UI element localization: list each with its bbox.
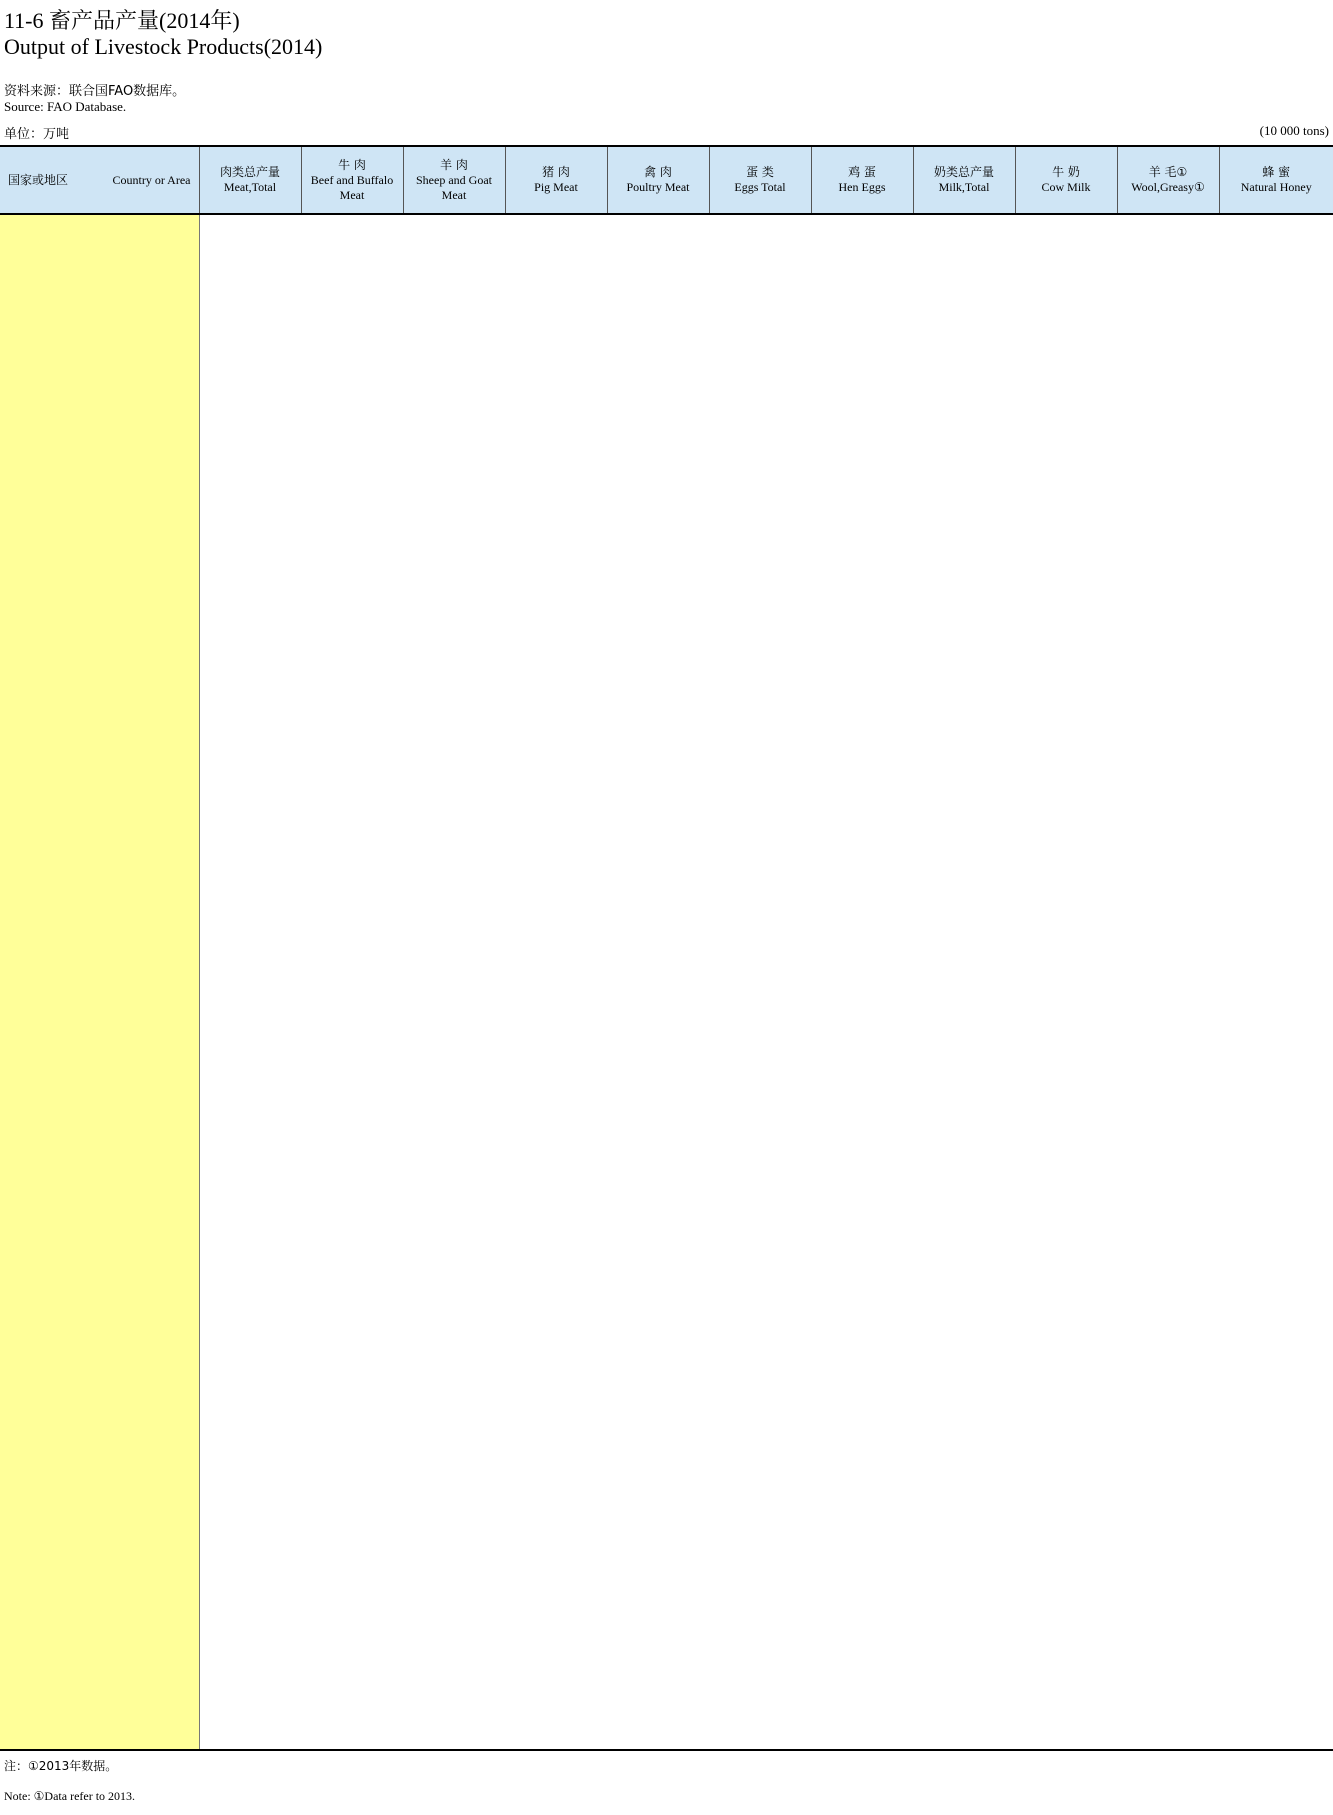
- header-cn: 蛋 类: [746, 165, 774, 179]
- page-title-en: Output of Livestock Products(2014): [4, 34, 323, 59]
- header-cn: 牛 肉: [338, 157, 366, 172]
- source-en: Source: FAO Database.: [4, 99, 127, 114]
- header-en: Beef and Buffalo Meat: [310, 172, 394, 202]
- header-cn: 牛 奶: [1052, 165, 1080, 179]
- unit-en: (10 000 tons): [1259, 123, 1329, 138]
- header-hen-eggs: [811, 146, 913, 214]
- header-cn: 肉类总产量: [219, 165, 280, 179]
- header-area-en: Country or Area: [112, 172, 191, 187]
- header-poultry: [607, 146, 709, 214]
- header-cn: 羊 毛①: [1148, 165, 1188, 179]
- header-en: Poultry Meat: [626, 180, 690, 194]
- table-bottom-rule: [0, 1749, 1333, 1751]
- header-pork: [505, 146, 607, 214]
- header-cn: 羊 肉: [440, 157, 468, 172]
- header-cn: 鸡 蛋: [848, 165, 876, 179]
- unit-cn: 单位：万吨: [4, 127, 70, 142]
- page-title-cn: 11-6 畜产品产量(2014年): [4, 8, 240, 33]
- header-eggs-total: [709, 146, 811, 214]
- header-en: Wool,Greasy①: [1131, 180, 1205, 194]
- header-en: Meat,Total: [223, 180, 277, 194]
- header-en: Sheep and Goat Meat: [416, 172, 492, 202]
- livestock-table: [0, 145, 1333, 215]
- header-cn: 奶类总产量: [933, 165, 994, 179]
- header-en: Eggs Total: [734, 180, 786, 194]
- footnote-en: Note: ①Data refer to 2013.: [4, 1789, 136, 1803]
- header-honey: [1219, 146, 1333, 214]
- source-cn: 资料来源：联合国FAO数据库。: [4, 84, 186, 99]
- header-meat-total: [199, 146, 301, 214]
- header-mutton: [403, 146, 505, 214]
- header-cn: 禽 肉: [644, 165, 672, 179]
- header-en: Pig Meat: [534, 180, 578, 194]
- header-area: [0, 146, 199, 214]
- footnote-cn: 注：①2013年数据。: [4, 1759, 118, 1773]
- header-en: Natural Honey: [1240, 180, 1312, 194]
- table-header-row: [0, 146, 1333, 214]
- header-area-cn: 国家或地区: [8, 172, 69, 187]
- header-en: Hen Eggs: [838, 180, 886, 194]
- header-cn: 蜂 蜜: [1262, 165, 1291, 179]
- header-beef: [301, 146, 403, 214]
- header-wool: [1117, 146, 1219, 214]
- header-cow-milk: [1015, 146, 1117, 214]
- header-en: Milk,Total: [938, 180, 990, 194]
- header-cn: 猪 肉: [542, 165, 570, 179]
- header-en: Cow Milk: [1041, 180, 1091, 194]
- header-milk-total: [913, 146, 1015, 214]
- country-column-background: [0, 215, 200, 1749]
